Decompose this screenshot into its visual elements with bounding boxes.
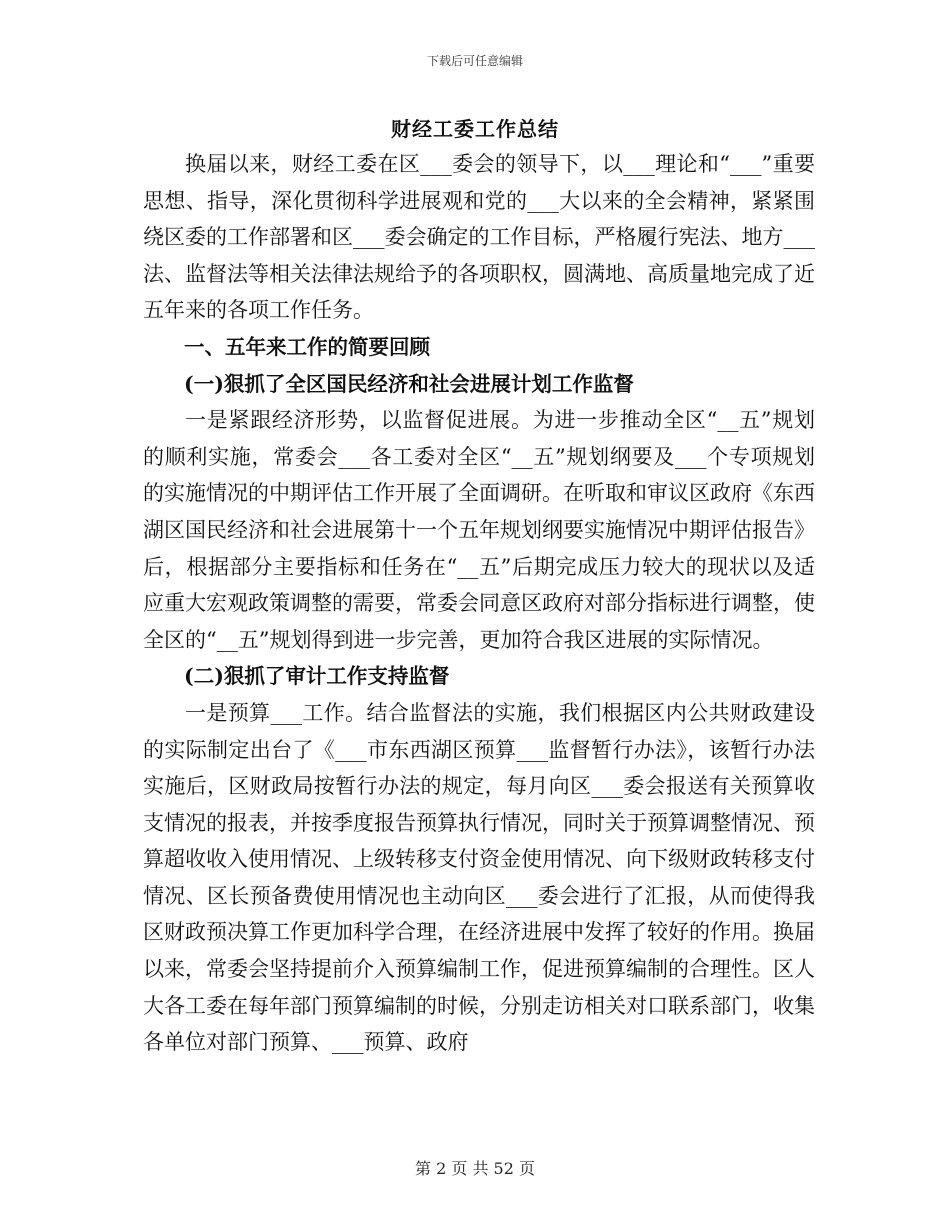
subsection-heading-1: (一)狠抓了全区国民经济和社会进展计划工作监督 bbox=[184, 371, 634, 396]
paragraph-budget-work: 一是预算___工作。结合监督法的实施，我们根据区内公共财政建设的实际制定出台了《___市东西湖区预算___监督暂行办法》，该暂行办法实施后，区财政局按暂行办法的规定，每月向区___委会报送有关预算收支情况的报表，并按季度报告预算执行情况，同时关于预算调整情况、预算超收收入使用情况、上级转移支付资金使用情况、向下级财政转移支付情况、区长预备费使用情况也主动向区___委会进行了汇报，从而使得我区财政预决算工作更加科学合理，在经济进展中发挥了较好的作用。换届以来，常委会坚持提前介入预算编制工作，促进预算编制的合理性。区人大各工委在每年部门预算编制的时候，分别走访相关对口联系部门，收集各单位对部门预算、___预算、政府 bbox=[143, 700, 815, 1055]
document-title: 财经工委工作总结 bbox=[391, 117, 559, 141]
paragraph-intro: 换届以来，财经工委在区___委会的领导下，以___理论和“___”重要思想、指导，深化贯彻科学进展观和党的___大以来的全会精神，紧紧围绕区委的工作部署和区___委会确定的工作目标，严格履行宪法、地方___法、监督法等相关法律法规给予的各项职权，圆满地、高质量地完成了近五年来的各项工作任务。 bbox=[143, 152, 815, 323]
page-number: 第 2 页 共 52 页 bbox=[415, 1159, 535, 1178]
paragraph-economy-supervision: 一是紧跟经济形势，以监督促进展。为进一步推动全区“__五”规划的顺利实施，常委会___各工委对全区“__五”规划纲要及___个专项规划的实施情况的中期评估工作开展了全面调研。在听取和审议区政府《东西湖区国民经济和社会进展第十一个五年规划纲要实施情况中期评估报告》后，根据部分主要指标和任务在“__五”后期完成压力较大的现状以及适应重大宏观政策调整的需要，常委会同意区政府对部分指标进行调整，使全区的“__五”规划得到进一步完善，更加符合我区进展的实际情况。 bbox=[143, 408, 815, 652]
header-note: 下载后可任意编辑 bbox=[426, 54, 523, 68]
document-body bbox=[143, 146, 815, 1061]
section-heading-1: 一、五年来工作的简要回顾 bbox=[184, 334, 430, 359]
subsection-heading-2: (二)狠抓了审计工作支持监督 bbox=[184, 664, 450, 689]
